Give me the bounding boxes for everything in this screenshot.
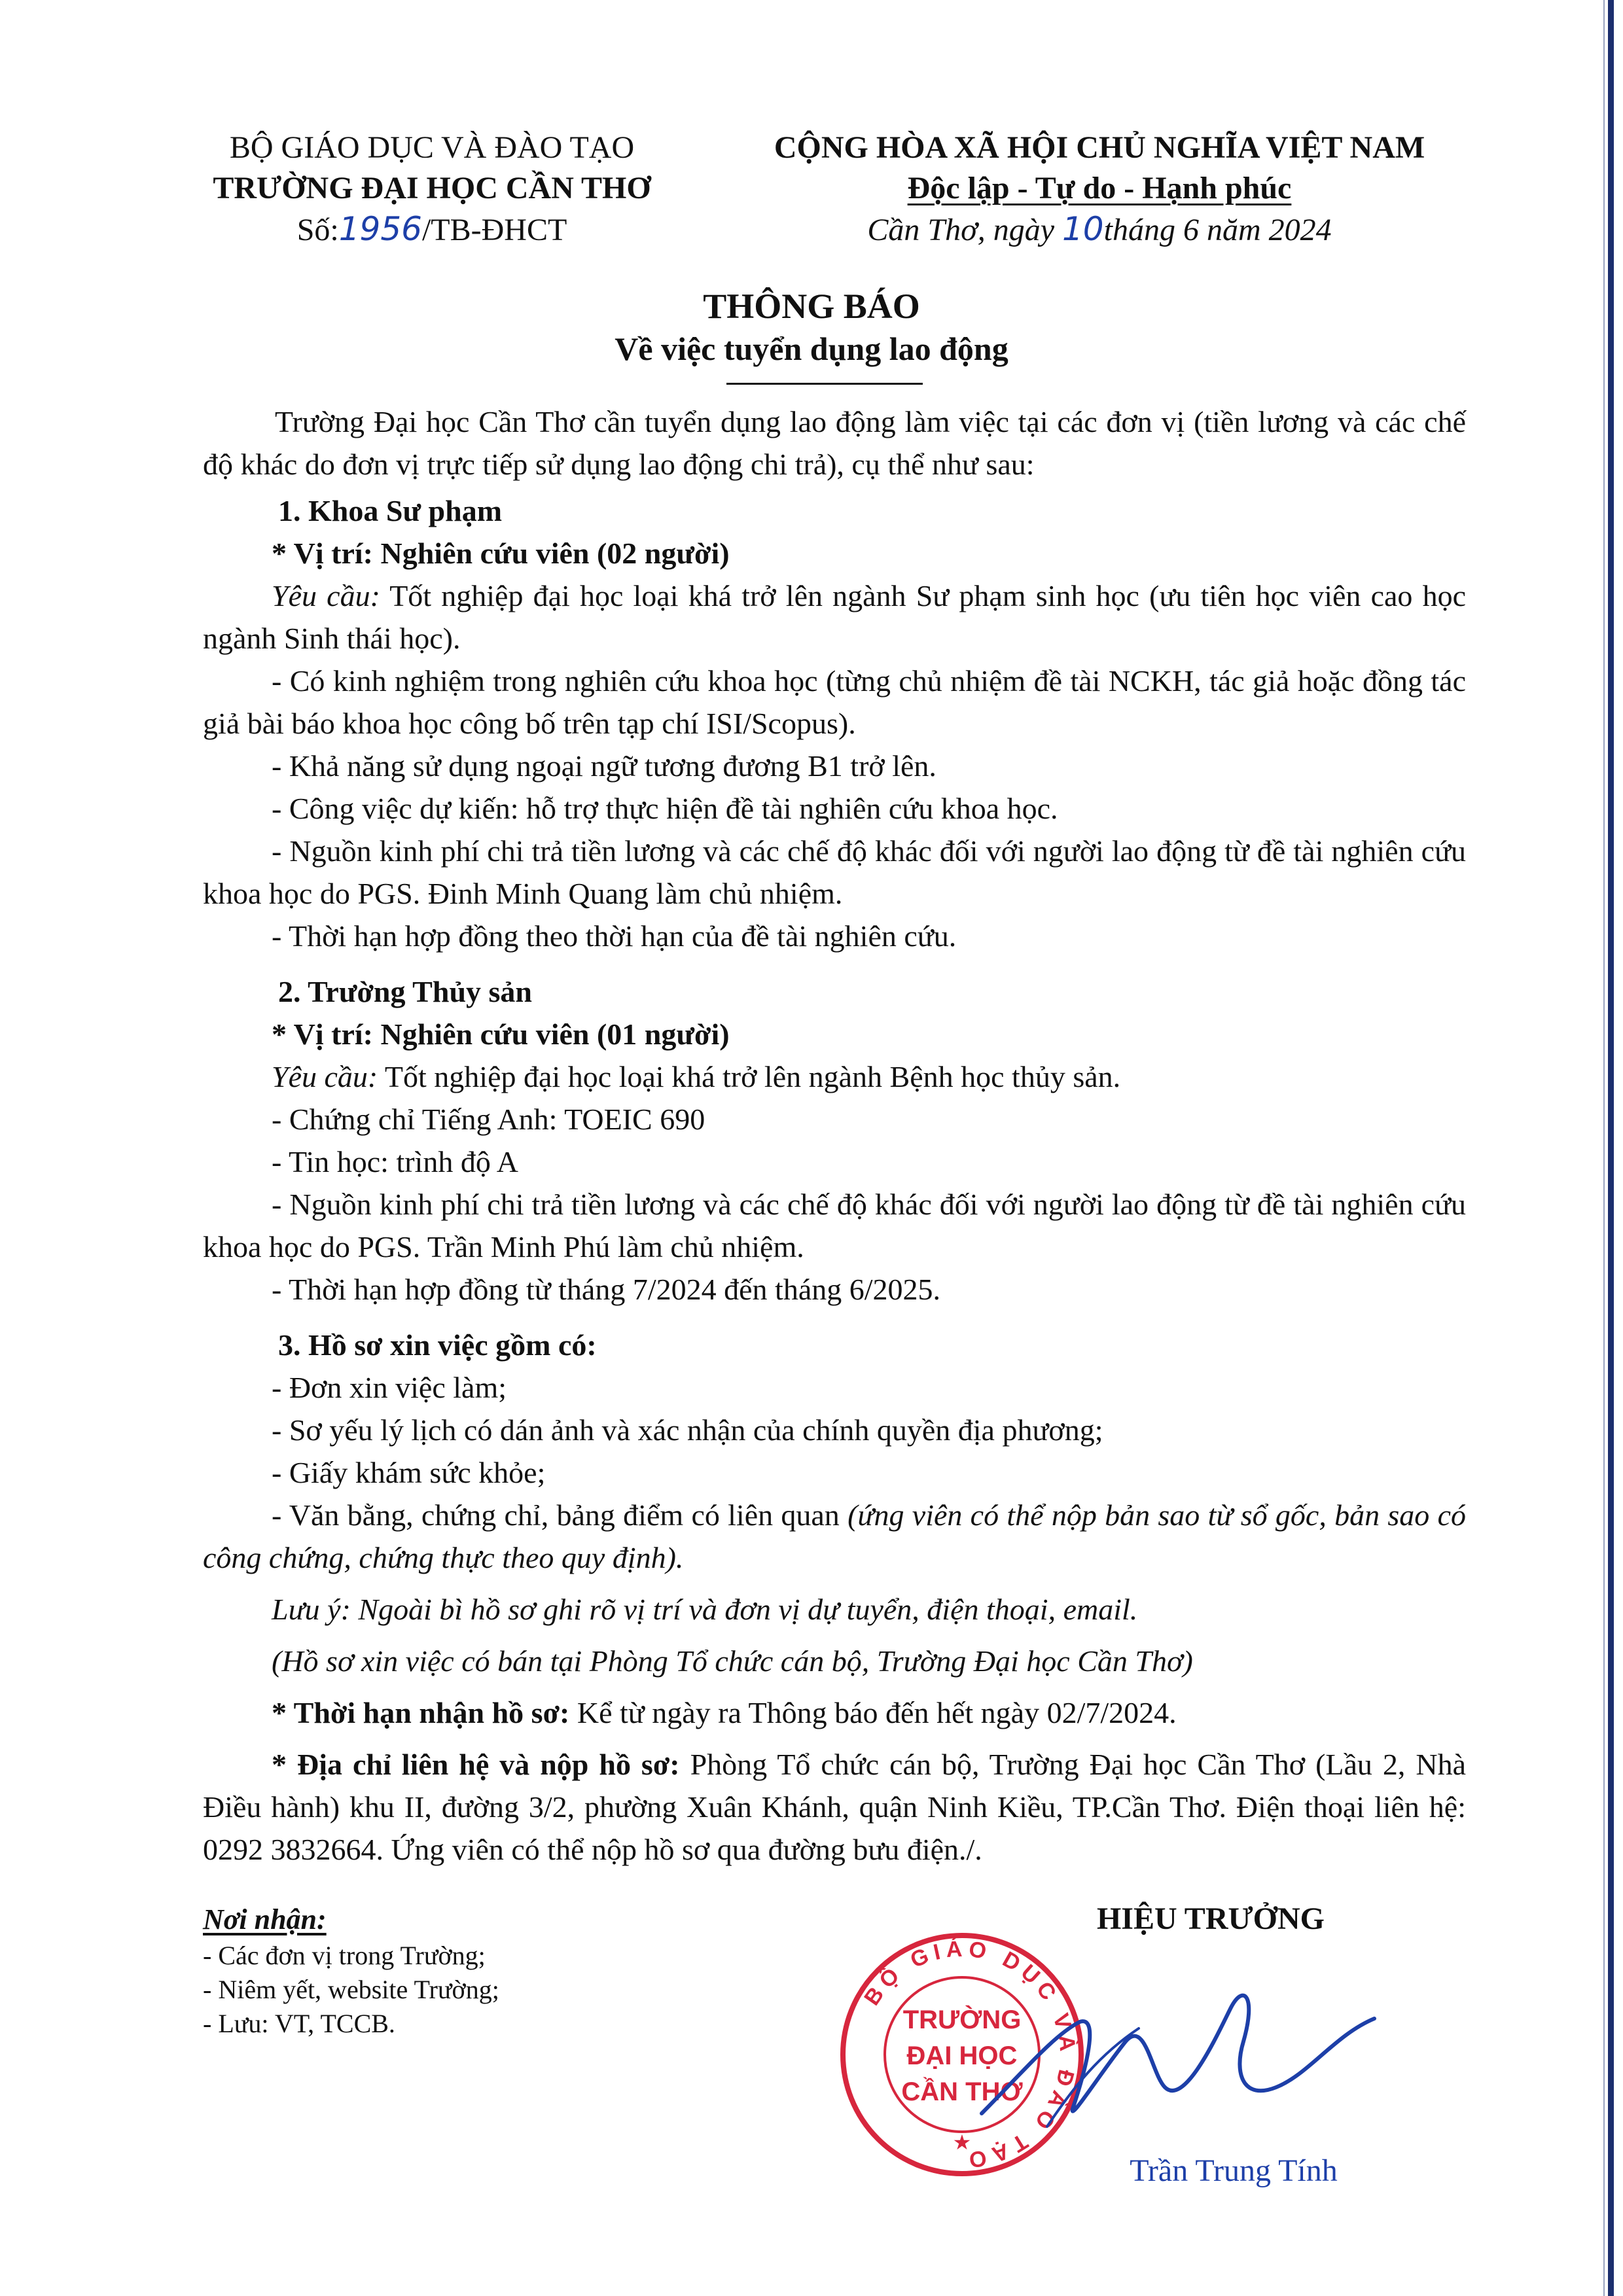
- list-item: - Đơn xin việc làm;: [272, 1371, 507, 1404]
- list-item: - Nguồn kinh phí chi trả tiền lương và các chế độ khác đối với người lao động từ đề tài nghiên cứu khoa học do PGS. Đinh Minh Quang làm chủ nhiệm.: [203, 834, 1466, 910]
- title-main: THÔNG BÁO: [703, 287, 920, 326]
- list-item: - Nguồn kinh phí chi trả tiền lương và các chế độ khác đối với người lao động từ đề tài nghiên cứu khoa học do PGS. Trần Minh Phú làm chủ nhiệm.: [203, 1188, 1466, 1263]
- req-label: Yêu cầu:: [272, 1060, 378, 1093]
- list-item: - Chứng chỉ Tiếng Anh: TOEIC 690: [272, 1103, 705, 1136]
- seal-line-3: CẦN THƠ: [901, 2077, 1023, 2106]
- intro-paragraph: Trường Đại học Cần Thơ cần tuyển dụng lao động làm việc tại các đơn vị (tiền lương và các chế độ khác do đơn vị trực tiếp sử dụng lao động chi trả), cụ thể như sau:: [203, 405, 1466, 481]
- recipient-item: - Lưu: VT, TCCB.: [203, 2009, 395, 2038]
- document-number: [177, 209, 687, 251]
- item-italic-note: (ứng viên có thể nộp bản sao từ sổ gốc, bản sao có công chứng, chứng thực theo quy định).: [203, 1498, 1466, 1574]
- recipient-item: - Niêm yết, website Trường;: [203, 1975, 499, 2004]
- list-item: - Giấy khám sức khỏe;: [272, 1456, 546, 1489]
- list-item: - Công việc dự kiến: hỗ trợ thực hiện đề tài nghiên cứu khoa học.: [272, 792, 1058, 825]
- note-purchase: (Hồ sơ xin việc có bán tại Phòng Tổ chức cán bộ, Trường Đại học Cần Thơ): [272, 1644, 1193, 1678]
- item-text: - Văn bằng, chứng chỉ, bảng điểm có liên quan: [272, 1498, 848, 1532]
- section-3-heading: 3. Hồ sơ xin việc gồm có:: [278, 1328, 597, 1362]
- signer-title: HIỆU TRƯỞNG: [1096, 1901, 1325, 1936]
- req-text: Tốt nghiệp đại học loại khá trở lên ngành Sư phạm sinh học (ưu tiên học viên cao học ngành Sinh thái học).: [203, 579, 1466, 655]
- national-header: [720, 128, 1479, 251]
- number-handwritten: 1956: [338, 210, 422, 248]
- title-underline: [726, 383, 923, 385]
- seal-ring-text: BỘ GIÁO DỤC VÀ ĐÀO TẠO: [859, 1936, 1080, 2173]
- seal-line-1: TRƯỜNG: [902, 2005, 1022, 2034]
- contact-text: Phòng Tổ chức cán bộ, Trường Đại học Cần Thơ (Lầu 2, Nhà Điều hành) khu II, đường 3/2, phường Xuân Khánh, quận Ninh Kiều, TP.Cần Thơ. Điện thoại liên hệ: 0292 3832664. Ứng viên có thể nộp hồ sơ qua đường bưu điện./.: [203, 1748, 1467, 1866]
- signer-name: Trần Trung Tính: [1130, 2153, 1338, 2188]
- deadline: [203, 1691, 1466, 1734]
- recipients-heading: Nơi nhận:: [203, 1903, 327, 1935]
- date-day-handwritten: 10: [1062, 210, 1104, 248]
- document-title: [0, 285, 1623, 370]
- national-motto: Độc lập - Tự do - Hạnh phúc: [907, 171, 1292, 205]
- issue-date: [720, 209, 1479, 251]
- list-item: - Sơ yếu lý lịch có dán ảnh và xác nhận của chính quyền địa phương;: [272, 1413, 1103, 1447]
- req-label: Yêu cầu:: [272, 579, 380, 612]
- recipient-item: - Các đơn vị trong Trường;: [203, 1941, 486, 1970]
- number-prefix: Số:: [296, 213, 339, 247]
- number-suffix: /TB-ĐHCT: [421, 213, 567, 247]
- deadline-label: * Thời hạn nhận hồ sơ:: [272, 1696, 570, 1729]
- section-2-requirement: [203, 1055, 1466, 1098]
- contact: [203, 1743, 1466, 1871]
- school-name: TRƯỜNG ĐẠI HỌC CẦN THƠ: [213, 171, 651, 205]
- req-text: Tốt nghiệp đại học loại khá trở lên ngành Bệnh học thủy sản.: [378, 1060, 1121, 1093]
- date-suffix: tháng 6 năm 2024: [1103, 213, 1332, 247]
- date-prefix: Cần Thơ, ngày: [867, 213, 1062, 247]
- note-envelope: Lưu ý: Ngoài bì hồ sơ ghi rõ vị trí và đơn vị dự tuyển, điện thoại, email.: [272, 1593, 1138, 1626]
- list-item: [203, 1494, 1466, 1579]
- handwritten-signature: [969, 1956, 1414, 2153]
- seal-star-icon: ★: [952, 2130, 972, 2154]
- list-item: - Có kinh nghiệm trong nghiên cứu khoa học (từng chủ nhiệm đề tài NCKH, tác giả hoặc đồng tác giả bài báo khoa học công bố trên tạp chí ISI/Scopus).: [203, 664, 1466, 740]
- recipients-block: [203, 1901, 792, 2041]
- signature-stroke: [982, 1996, 1374, 2113]
- section-2-heading: 2. Trường Thủy sản: [278, 975, 533, 1008]
- section-2-position: * Vị trí: Nghiên cứu viên (01 người): [272, 1017, 730, 1051]
- contact-label: * Địa chỉ liên hệ và nộp hồ sơ:: [272, 1748, 680, 1781]
- issuer-block: [177, 128, 687, 251]
- document-body: [203, 400, 1466, 1871]
- seal-line-2: ĐẠI HỌC: [906, 2041, 1018, 2070]
- ministry-name: BỘ GIÁO DỤC VÀ ĐÀO TẠO: [229, 130, 635, 165]
- deadline-text: Kể từ ngày ra Thông báo đến hết ngày 02/7/2024.: [569, 1696, 1177, 1729]
- section-1-position: * Vị trí: Nghiên cứu viên (02 người): [272, 537, 730, 570]
- section-1-requirement: [203, 574, 1466, 660]
- title-sub: Về việc tuyển dụng lao động: [615, 330, 1008, 367]
- list-item: - Thời hạn hợp đồng từ tháng 7/2024 đến tháng 6/2025.: [272, 1273, 941, 1306]
- list-item: - Tin học: trình độ A: [272, 1145, 519, 1178]
- list-item: - Khả năng sử dụng ngoại ngữ tương đương B1 trở lên.: [272, 749, 936, 783]
- country-name: CỘNG HÒA XÃ HỘI CHỦ NGHĨA VIỆT NAM: [774, 130, 1425, 165]
- section-1-heading: 1. Khoa Sư phạm: [278, 494, 503, 527]
- list-item: - Thời hạn hợp đồng theo thời hạn của đề tài nghiên cứu.: [272, 919, 957, 953]
